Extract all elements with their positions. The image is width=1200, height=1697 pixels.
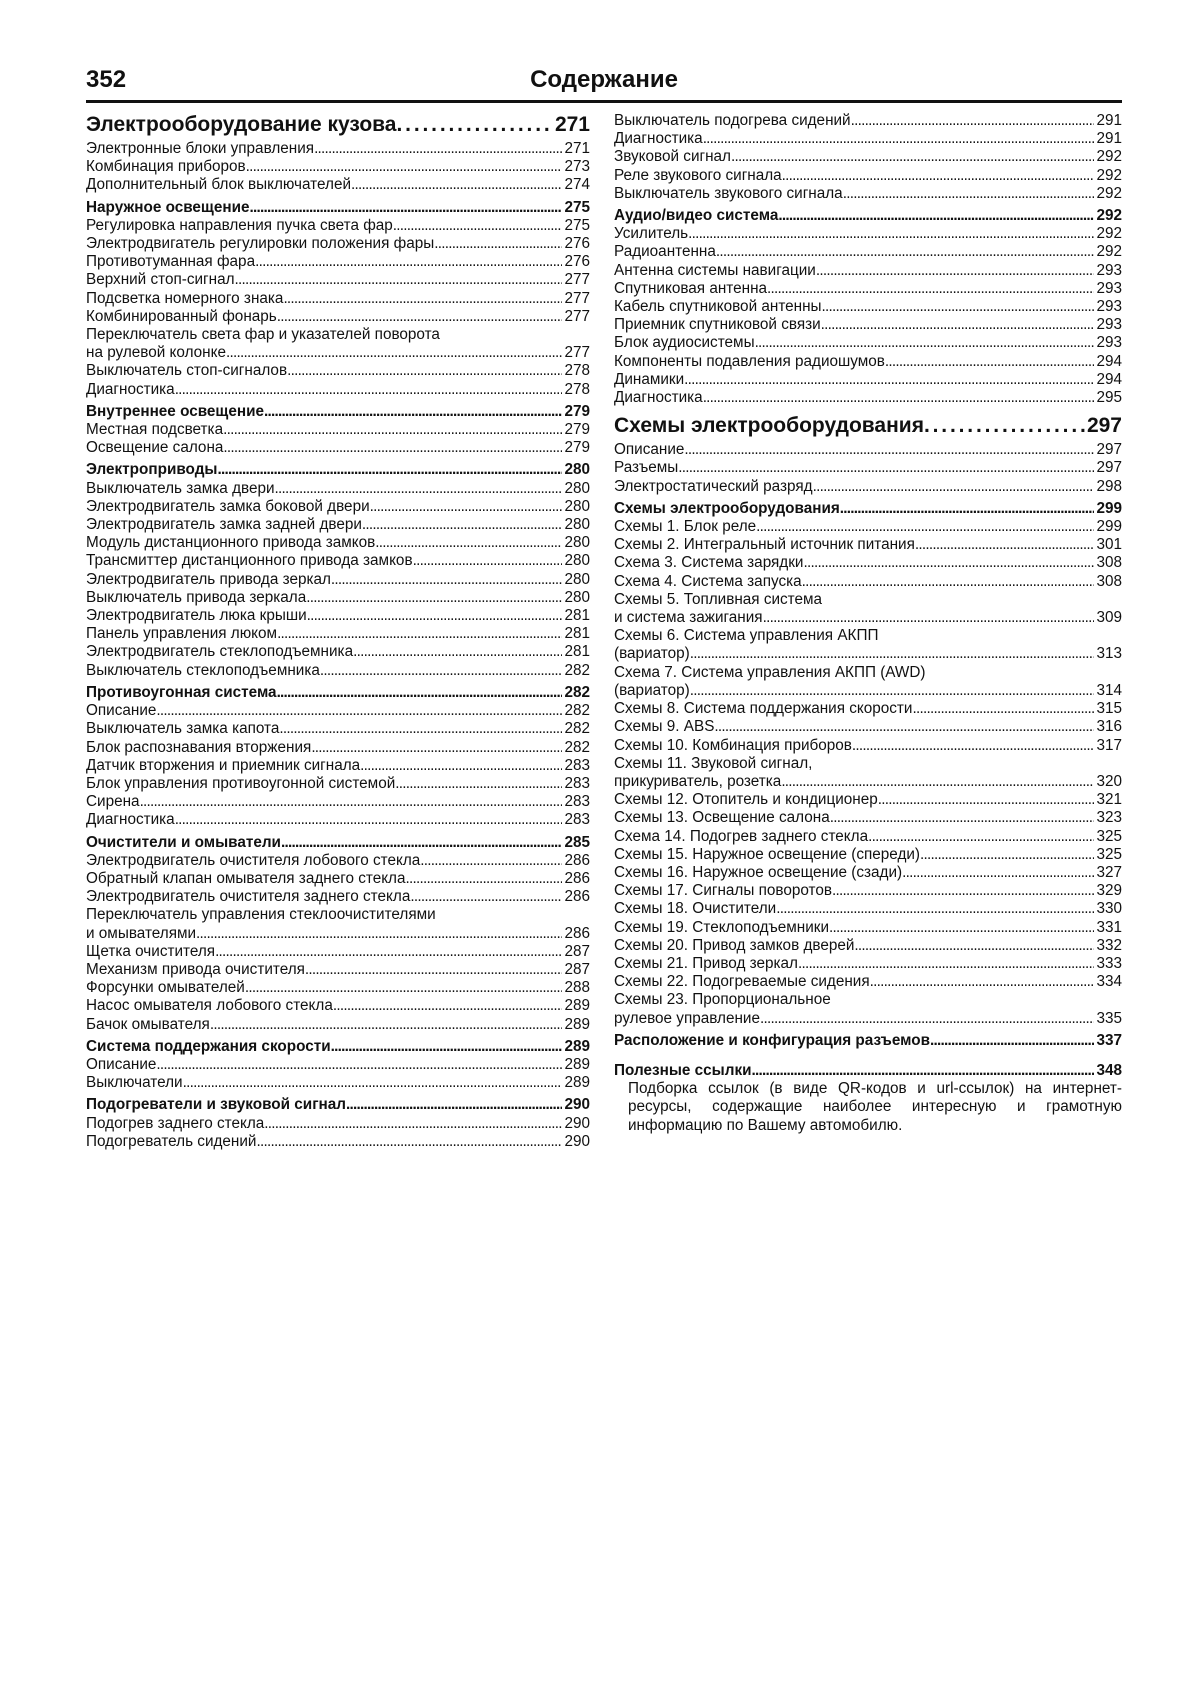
toc-entry[interactable]: Звуковой сигнал . . . 292	[614, 148, 1122, 166]
toc-entry[interactable]: Электродвигатель регулировки положения фары . . . 276	[86, 235, 590, 253]
toc-entry[interactable]: Схемы 13. Освещение салона . . . 323	[614, 809, 1122, 827]
toc-entry-line[interactable]: Схемы 6. Система управления АКПП	[614, 627, 879, 645]
toc-entry[interactable]: Схемы 8. Система поддержания скорости . . . 315	[614, 700, 1122, 718]
toc-entry[interactable]: рулевое управление . . . 335	[614, 1010, 1122, 1028]
toc-entry[interactable]: Схемы 18. Очистители . . . 330	[614, 900, 1122, 918]
toc-entry[interactable]: Реле звукового сигнала . . . 292	[614, 167, 1122, 185]
toc-entry[interactable]: Электродвигатель стеклоподъемника . . . 281	[86, 643, 590, 661]
toc-entry[interactable]: Приемник спутниковой связи . . . 293	[614, 316, 1122, 334]
toc-entry[interactable]: Диагностика . . . 278	[86, 381, 590, 399]
chapter-entry[interactable]: Электрооборудование кузова . . . 271	[86, 112, 590, 138]
toc-entry[interactable]: Спутниковая антенна . . . 293	[614, 280, 1122, 298]
toc-entry[interactable]: (вариатор) . . . 314	[614, 682, 1122, 700]
toc-entry[interactable]: Схемы 1. Блок реле . . . 299	[614, 518, 1122, 536]
toc-entry[interactable]: Комбинация приборов . . . 273	[86, 158, 590, 176]
toc-entry[interactable]: Диагностика . . . 283	[86, 811, 590, 829]
section-entry[interactable]: Внутреннее освещение . . . 279	[86, 403, 590, 421]
toc-entry[interactable]: Освещение салона . . . 279	[86, 439, 590, 457]
toc-entry[interactable]: Схемы 2. Интегральный источник питания . . . 301	[614, 536, 1122, 554]
section-entry[interactable]: Система поддержания скорости . . . 289	[86, 1038, 590, 1056]
section-entry[interactable]: Наружное освещение . . . 275	[86, 199, 590, 217]
toc-entry[interactable]: Выключатель звукового сигнала . . . 292	[614, 185, 1122, 203]
toc-entry[interactable]: Описание . . . 297	[614, 441, 1122, 459]
toc-entry[interactable]: Разъемы . . . 297	[614, 459, 1122, 477]
toc-entry-line[interactable]: Переключатель управления стеклоочистителями	[86, 906, 436, 924]
toc-entry[interactable]: Форсунки омывателей . . . 288	[86, 979, 590, 997]
toc-entry[interactable]: Местная подсветка . . . 279	[86, 421, 590, 439]
section-entry[interactable]: Полезные ссылки . . . 348	[614, 1062, 1122, 1080]
toc-entry[interactable]: Схема 3. Система зарядки . . . 308	[614, 554, 1122, 572]
toc-entry[interactable]: Схемы 12. Отопитель и кондиционер . . . 321	[614, 791, 1122, 809]
toc-entry[interactable]: Выключатель замка двери . . . 280	[86, 480, 590, 498]
toc-entry[interactable]: Дополнительный блок выключателей . . . 274	[86, 176, 590, 194]
toc-entry[interactable]: Схемы 10. Комбинация приборов . . . 317	[614, 737, 1122, 755]
toc-entry[interactable]: Выключатель стоп-сигналов . . . 278	[86, 362, 590, 380]
toc-entry[interactable]: Блок распознавания вторжения . . . 282	[86, 739, 590, 757]
toc-entry[interactable]: Описание . . . 282	[86, 702, 590, 720]
toc-entry[interactable]: Датчик вторжения и приемник сигнала . . . 283	[86, 757, 590, 775]
toc-entry[interactable]: Электронные блоки управления . . . 271	[86, 140, 590, 158]
toc-entry[interactable]: Схемы 21. Привод зеркал . . . 333	[614, 955, 1122, 973]
toc-entry[interactable]: Схема 4. Система запуска . . . 308	[614, 573, 1122, 591]
toc-entry[interactable]: Электродвигатель замка боковой двери . . . 280	[86, 498, 590, 516]
toc-entry[interactable]: Схемы 17. Сигналы поворотов . . . 329	[614, 882, 1122, 900]
toc-entry[interactable]: Бачок омывателя . . . 289	[86, 1016, 590, 1034]
toc-entry[interactable]: Электродвигатель очистителя заднего стекла . . . 286	[86, 888, 590, 906]
toc-entry-line[interactable]: Схемы 5. Топливная система	[614, 590, 823, 608]
toc-entry[interactable]: Подогреватель сидений . . . 290	[86, 1133, 590, 1151]
toc-entry[interactable]: Схемы 16. Наружное освещение (сзади) . . . 327	[614, 864, 1122, 882]
toc-entry[interactable]: Радиоантенна . . . 292	[614, 243, 1122, 261]
toc-entry[interactable]: Электродвигатель очистителя лобового стекла . . . 286	[86, 852, 590, 870]
toc-entry[interactable]: Схемы 19. Стеклоподъемники . . . 331	[614, 919, 1122, 937]
toc-entry[interactable]: Выключатели . . . 289	[86, 1074, 590, 1092]
toc-entry[interactable]: и система зажигания . . . 309	[614, 609, 1122, 627]
toc-entry[interactable]: Механизм привода очистителя . . . 287	[86, 961, 590, 979]
toc-entry[interactable]: Схемы 9. ABS . . . 316	[614, 718, 1122, 736]
toc-entry[interactable]: Диагностика . . . 291	[614, 130, 1122, 148]
toc-entry[interactable]: и омывателями . . . 286	[86, 925, 590, 943]
toc-entry[interactable]: Электростатический разряд . . . 298	[614, 478, 1122, 496]
toc-entry[interactable]: Выключатель подогрева сидений . . . 291	[614, 112, 1122, 130]
toc-entry-line[interactable]: Переключатель света фар и указателей поворота	[86, 326, 440, 344]
toc-entry[interactable]: Схема 14. Подогрев заднего стекла . . . 325	[614, 828, 1122, 846]
section-entry[interactable]: Очистители и омыватели . . . 285	[86, 834, 590, 852]
toc-entry[interactable]: Сирена . . . 283	[86, 793, 590, 811]
page-header	[86, 66, 1122, 103]
chapter-entry[interactable]: Схемы электрооборудования . . . 297	[614, 413, 1122, 439]
toc-entry[interactable]: Электродвигатель замка задней двери . . . 280	[86, 516, 590, 534]
toc-entry[interactable]: Схемы 22. Подогреваемые сидения . . . 334	[614, 973, 1122, 991]
toc-entry[interactable]: прикуриватель, розетка . . . 320	[614, 773, 1122, 791]
toc-entry[interactable]: (вариатор) . . . 313	[614, 645, 1122, 663]
toc-entry[interactable]: Компоненты подавления радиошумов . . . 294	[614, 353, 1122, 371]
toc-entry[interactable]: Антенна системы навигации . . . 293	[614, 262, 1122, 280]
toc-entry[interactable]: Описание . . . 289	[86, 1056, 590, 1074]
toc-entry[interactable]: Комбинированный фонарь . . . 277	[86, 308, 590, 326]
toc-entry[interactable]: Выключатель замка капота . . . 282	[86, 720, 590, 738]
toc-entry[interactable]: Насос омывателя лобового стекла . . . 289	[86, 997, 590, 1015]
toc-entry-line[interactable]: Схема 7. Система управления АКПП (AWD)	[614, 663, 926, 681]
toc-entry[interactable]: Верхний стоп-сигнал . . . 277	[86, 271, 590, 289]
toc-entry[interactable]: Подсветка номерного знака . . . 277	[86, 290, 590, 308]
section-entry[interactable]: Противоугонная система . . . 282	[86, 684, 590, 702]
toc-left-column	[86, 112, 590, 1151]
toc-entry[interactable]: Щетка очистителя . . . 287	[86, 943, 590, 961]
toc-entry[interactable]: Электродвигатель люка крыши . . . 281	[86, 607, 590, 625]
toc-entry[interactable]: Противотуманная фара . . . 276	[86, 253, 590, 271]
toc-entry[interactable]: Блок аудиосистемы . . . 293	[614, 334, 1122, 352]
toc-entry[interactable]: Схемы 20. Привод замков дверей . . . 332	[614, 937, 1122, 955]
toc-entry[interactable]: на рулевой колонке . . . 277	[86, 344, 590, 362]
toc-entry[interactable]: Блок управления противоугонной системой . . . 283	[86, 775, 590, 793]
toc-right-column	[614, 112, 1122, 1135]
section-entry[interactable]: Подогреватели и звуковой сигнал . . . 290	[86, 1096, 590, 1114]
toc-entry[interactable]: Электродвигатель привода зеркал . . . 280	[86, 571, 590, 589]
toc-entry[interactable]: Динамики . . . 294	[614, 371, 1122, 389]
toc-entry[interactable]: Кабель спутниковой антенны . . . 293	[614, 298, 1122, 316]
section-entry[interactable]: Аудио/видео система . . . 292	[614, 207, 1122, 225]
toc-entry[interactable]: Выключатель привода зеркала . . . 280	[86, 589, 590, 607]
section-entry[interactable]: Схемы электрооборудования . . . 299	[614, 500, 1122, 518]
page-title: Содержание	[530, 66, 678, 93]
toc-entry[interactable]: Подогрев заднего стекла . . . 290	[86, 1115, 590, 1133]
toc-entry[interactable]: Обратный клапан омывателя заднего стекла . . . 286	[86, 870, 590, 888]
useful-links-note: Подборка ссылок (в виде QR-кодов и url-ссылок) на интернет-ресурсы, содержащие наиболее интересную и грамотную информацию по Вашему автомобилю.	[628, 1080, 1122, 1134]
toc-entry[interactable]: Схемы 15. Наружное освещение (спереди) . . . 325	[614, 846, 1122, 864]
toc-entry[interactable]: Панель управления люком . . . 281	[86, 625, 590, 643]
toc-entry[interactable]: Выключатель стеклоподъемника . . . 282	[86, 662, 590, 680]
section-entry[interactable]: Расположение и конфигурация разъемов . . . 337	[614, 1032, 1122, 1050]
toc-entry[interactable]: Регулировка направления пучка света фар . . . 275	[86, 217, 590, 235]
toc-entry-line[interactable]: Схемы 23. Пропорциональное	[614, 991, 831, 1009]
toc-entry[interactable]: Модуль дистанционного привода замков . . . 280	[86, 534, 590, 552]
toc-entry[interactable]: Усилитель . . . 292	[614, 225, 1122, 243]
page-number: 352	[86, 66, 127, 93]
toc-entry[interactable]: Трансмиттер дистанционного привода замков . . . 280	[86, 552, 590, 570]
toc-entry-line[interactable]: Схемы 11. Звуковой сигнал,	[614, 754, 813, 772]
toc-entry[interactable]: Диагностика . . . 295	[614, 389, 1122, 407]
section-entry[interactable]: Электроприводы . . . 280	[86, 461, 590, 479]
